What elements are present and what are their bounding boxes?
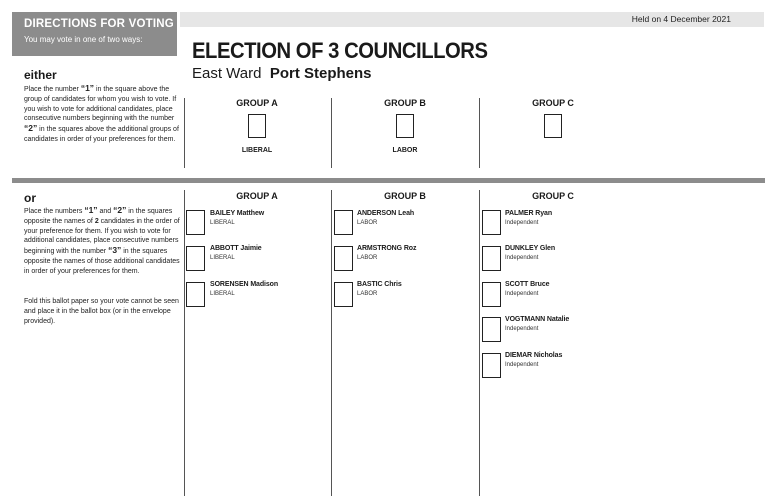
atl-divider xyxy=(479,98,480,168)
held-date: Held on 4 December 2021 xyxy=(631,14,731,24)
candidate-party: Independent xyxy=(505,220,539,226)
candidate-name: BASTIC Chris xyxy=(357,281,402,288)
section-separator xyxy=(12,178,765,183)
candidate-name: ABBOTT Jaimie xyxy=(210,245,262,252)
candidate-box-anderson[interactable] xyxy=(334,210,353,235)
candidate-name: SCOTT Bruce xyxy=(505,281,550,288)
council-name: Port Stephens xyxy=(269,65,372,82)
candidate-party: LABOR xyxy=(357,220,378,226)
directions-title: DIRECTIONS FOR VOTING xyxy=(24,18,174,30)
candidate-name: ANDERSON Leah xyxy=(357,210,415,217)
ward-name: East Ward xyxy=(192,65,262,82)
election-subtitle xyxy=(192,65,372,82)
candidate-box-diemar[interactable] xyxy=(482,353,501,378)
atl-group-a-label: GROUP A xyxy=(236,98,278,108)
candidate-box-sorensen[interactable] xyxy=(186,282,205,307)
candidate-box-bastic[interactable] xyxy=(334,282,353,307)
atl-group-b-box[interactable] xyxy=(396,114,414,138)
candidate-name: DUNKLEY Glen xyxy=(505,245,556,252)
atl-group-a-box[interactable] xyxy=(248,114,266,138)
candidate-box-scott[interactable] xyxy=(482,282,501,307)
or-heading: or xyxy=(24,191,36,205)
candidate-box-vogtmann[interactable] xyxy=(482,317,501,342)
directions-subtitle: You may vote in one of two ways: xyxy=(24,35,143,44)
candidate-name: SORENSEN Madison xyxy=(210,281,279,288)
candidate-name: VOGTMANN Natalie xyxy=(505,316,570,323)
candidate-box-abbott[interactable] xyxy=(186,246,205,271)
either-heading: either xyxy=(24,68,57,82)
btl-divider xyxy=(479,190,480,496)
atl-divider xyxy=(184,98,185,168)
btl-group-c-label: GROUP C xyxy=(532,191,574,201)
btl-group-b-label: GROUP B xyxy=(384,191,426,201)
candidate-party: LABOR xyxy=(357,255,378,261)
candidate-party: LIBERAL xyxy=(210,255,235,261)
fold-instructions: Fold this ballot paper so your vote cannot be seen and place it in the ballot box (or in the envelope provided). xyxy=(24,298,179,325)
candidate-box-dunkley[interactable] xyxy=(482,246,501,271)
atl-group-a-party: LIBERAL xyxy=(241,147,273,154)
candidate-party: Independent xyxy=(505,291,539,297)
atl-group-c-box[interactable] xyxy=(544,114,562,138)
or-instructions: Place the numbers “1” and “2” in the squares opposite the names of 2 candidates in the order of your preference for them. If you wish to vote for additional candidates, place consecutive numbers beginning with the number “3” in the squares opposite the names of those additional candidates in order of your preferences for them. xyxy=(24,205,180,275)
candidate-box-palmer[interactable] xyxy=(482,210,501,235)
candidate-party: Independent xyxy=(505,362,539,368)
candidate-box-armstrong[interactable] xyxy=(334,246,353,271)
candidate-party: LABOR xyxy=(357,291,378,297)
btl-divider xyxy=(331,190,332,496)
either-instructions: Place the number “1” in the square above the group of candidates for whom you wish to vote. If you wish to vote for additional candidates, place consecutive numbers beginning with the number “2” in the squares above the additional groups of candidates in order of your preferences for them. xyxy=(24,83,179,143)
candidate-party: LIBERAL xyxy=(210,220,235,226)
atl-divider xyxy=(331,98,332,168)
election-title: ELECTION OF 3 COUNCILLORS xyxy=(192,38,488,63)
atl-group-c-label: GROUP C xyxy=(532,98,574,108)
btl-divider xyxy=(184,190,185,496)
candidate-name: BAILEY Matthew xyxy=(210,210,265,217)
candidate-party: LIBERAL xyxy=(210,291,235,297)
btl-group-a-label: GROUP A xyxy=(236,191,278,201)
candidate-box-bailey[interactable] xyxy=(186,210,205,235)
atl-group-b-label: GROUP B xyxy=(384,98,426,108)
candidate-name: PALMER Ryan xyxy=(505,210,552,217)
candidate-party: Independent xyxy=(505,255,539,261)
candidate-name: DIEMAR Nicholas xyxy=(505,352,563,359)
candidate-party: Independent xyxy=(505,326,539,332)
atl-group-b-party: LABOR xyxy=(392,147,418,154)
candidate-name: ARMSTRONG Roz xyxy=(357,245,417,252)
